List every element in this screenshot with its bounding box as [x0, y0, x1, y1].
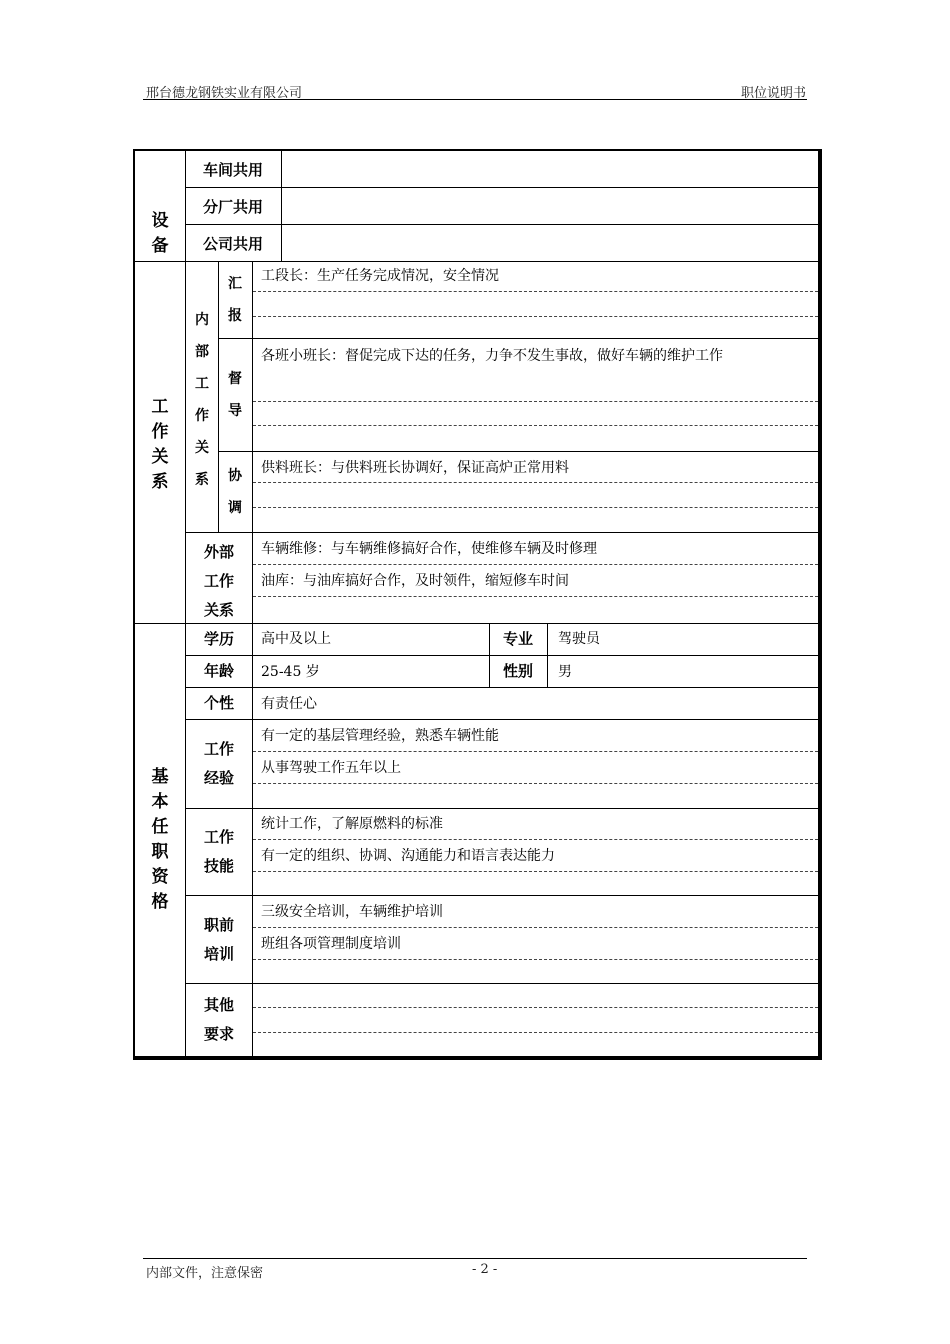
gender-label: 性别	[502, 662, 533, 680]
other-requirements-label: 其他 要求	[203, 996, 234, 1043]
training-line-1: 三级安全培训，车辆维护培训	[261, 904, 443, 920]
report-line-1: 工段长：生产任务完成情况，安全情况	[261, 268, 499, 284]
skills-line-1: 统计工作，了解原燃料的标准	[261, 816, 443, 832]
section-work-relations: 工作关系	[151, 397, 169, 492]
coordinate-label: 协调	[228, 468, 242, 516]
major-label: 专业	[502, 630, 533, 648]
skills-label: 工作 技能	[203, 828, 234, 875]
footer-divider	[143, 1258, 807, 1259]
job-description-table	[133, 149, 822, 1060]
gender-value: 男	[558, 664, 572, 680]
experience-line-1: 有一定的基层管理经验，熟悉车辆性能	[261, 728, 499, 744]
supervise-label: 督导	[228, 371, 242, 419]
coordinate-line-1: 供料班长：与供料班长协调好，保证高炉正常用料	[261, 460, 569, 476]
document-title: 职位说明书	[740, 86, 806, 101]
major-value: 驾驶员	[558, 631, 600, 647]
external-relations-label: 外部 工作 关系	[203, 543, 234, 619]
supervise-line-1: 各班小班长：督促完成下达的任务，力争不发生事故，做好车辆的维护工作	[261, 348, 723, 364]
personality-label: 个性	[203, 694, 234, 712]
training-line-2: 班组各项管理制度培训	[261, 936, 401, 952]
header-divider	[143, 99, 807, 100]
personality-value: 有责任心	[261, 696, 317, 712]
external-line-2: 油库：与油库搞好合作，及时领件，缩短修车时间	[261, 573, 569, 589]
equipment-company-label: 公司共用	[202, 235, 263, 253]
internal-relations-label: 内部工作关系	[195, 312, 209, 488]
age-value: 25-45 岁	[261, 664, 320, 680]
section-equipment: 设备	[151, 211, 169, 256]
education-value: 高中及以上	[261, 631, 331, 647]
skills-line-2: 有一定的组织、协调、沟通能力和语言表达能力	[261, 848, 555, 864]
section-qualifications: 基本任职资格	[151, 767, 169, 912]
training-label: 职前 培训	[203, 916, 234, 963]
age-label: 年龄	[203, 662, 234, 680]
page-number: - 2 -	[472, 1262, 498, 1277]
equipment-workshop-label: 车间共用	[202, 161, 263, 179]
company-name: 邢台德龙钢铁实业有限公司	[146, 86, 303, 101]
experience-line-2: 从事驾驶工作五年以上	[261, 760, 401, 776]
equipment-branch-label: 分厂共用	[202, 198, 263, 216]
report-label: 汇报	[228, 276, 242, 324]
experience-label: 工作 经验	[203, 740, 234, 787]
education-label: 学历	[203, 630, 234, 648]
external-line-1: 车辆维修：与车辆维修搞好合作，使维修车辆及时修理	[261, 541, 597, 557]
confidential-note: 内部文件，注意保密	[146, 1266, 264, 1281]
